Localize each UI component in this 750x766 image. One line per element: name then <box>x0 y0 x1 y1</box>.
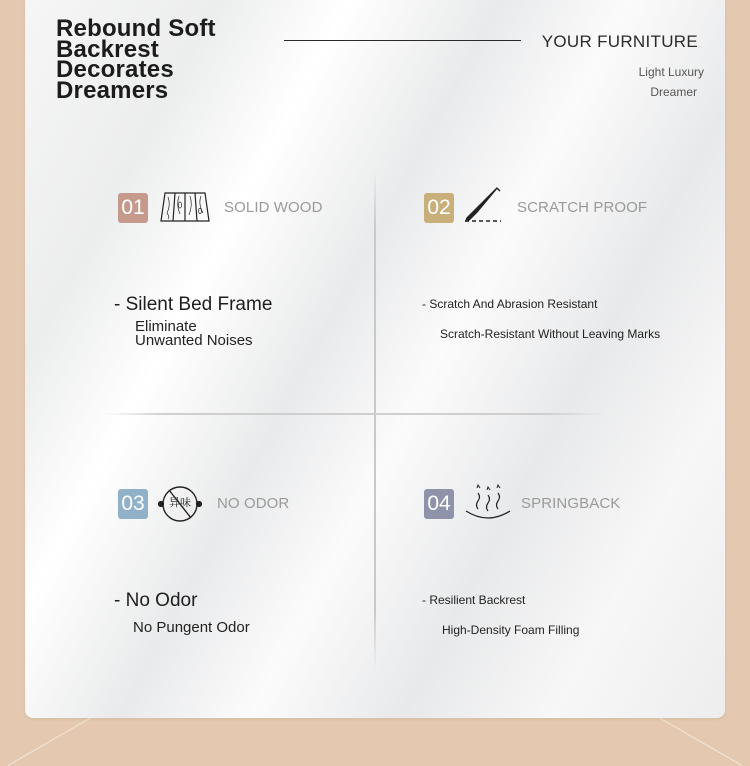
page-title <box>56 15 216 104</box>
title-line-3: Decorates <box>56 56 174 83</box>
feature-badge-02: 02 <box>424 193 454 223</box>
scalpel-icon <box>463 186 503 224</box>
tagline-line-2: Dreamer <box>650 85 697 99</box>
no-odor-icon-text: 异味 <box>169 496 191 509</box>
feature-sub-01-line-1: Eliminate <box>135 318 197 335</box>
title-line-1: Rebound Soft <box>56 15 216 42</box>
feature-sub-01-line-2: Unwanted Noises <box>135 332 253 349</box>
vertical-divider <box>374 170 376 670</box>
springback-icon <box>464 483 512 521</box>
feature-badge-04: 04 <box>424 489 454 519</box>
tagline-line-1: Light Luxury <box>638 65 704 79</box>
feature-heading-04: - Resilient Backrest <box>422 593 526 607</box>
horizontal-divider <box>105 413 605 415</box>
feature-badge-03: 03 <box>118 489 148 519</box>
feature-card <box>25 0 725 718</box>
no-odor-icon <box>158 484 202 524</box>
feature-label-solid-wood: SOLID WOOD <box>224 199 323 216</box>
brand-name: YOUR FURNITURE <box>541 32 698 51</box>
feature-label-springback: SPRINGBACK <box>521 495 621 512</box>
title-line-2: Backrest <box>56 35 160 63</box>
feature-label-no-odor: NO ODOR <box>217 495 290 512</box>
feature-label-scratch-proof: SCRATCH PROOF <box>517 199 648 216</box>
wood-planks-icon <box>159 191 211 223</box>
feature-sub-04: High-Density Foam Filling <box>442 623 580 637</box>
header-rule <box>284 40 521 41</box>
feature-heading-03: - No Odor <box>114 590 198 611</box>
title-line-4: Dreamers <box>56 76 169 104</box>
feature-heading-02: - Scratch And Abrasion Resistant <box>422 297 598 311</box>
feature-sub-03: No Pungent Odor <box>133 619 250 636</box>
feature-heading-01: - Silent Bed Frame <box>114 294 273 315</box>
feature-sub-02: Scratch-Resistant Without Leaving Marks <box>440 327 661 341</box>
feature-badge-01: 01 <box>118 193 148 223</box>
